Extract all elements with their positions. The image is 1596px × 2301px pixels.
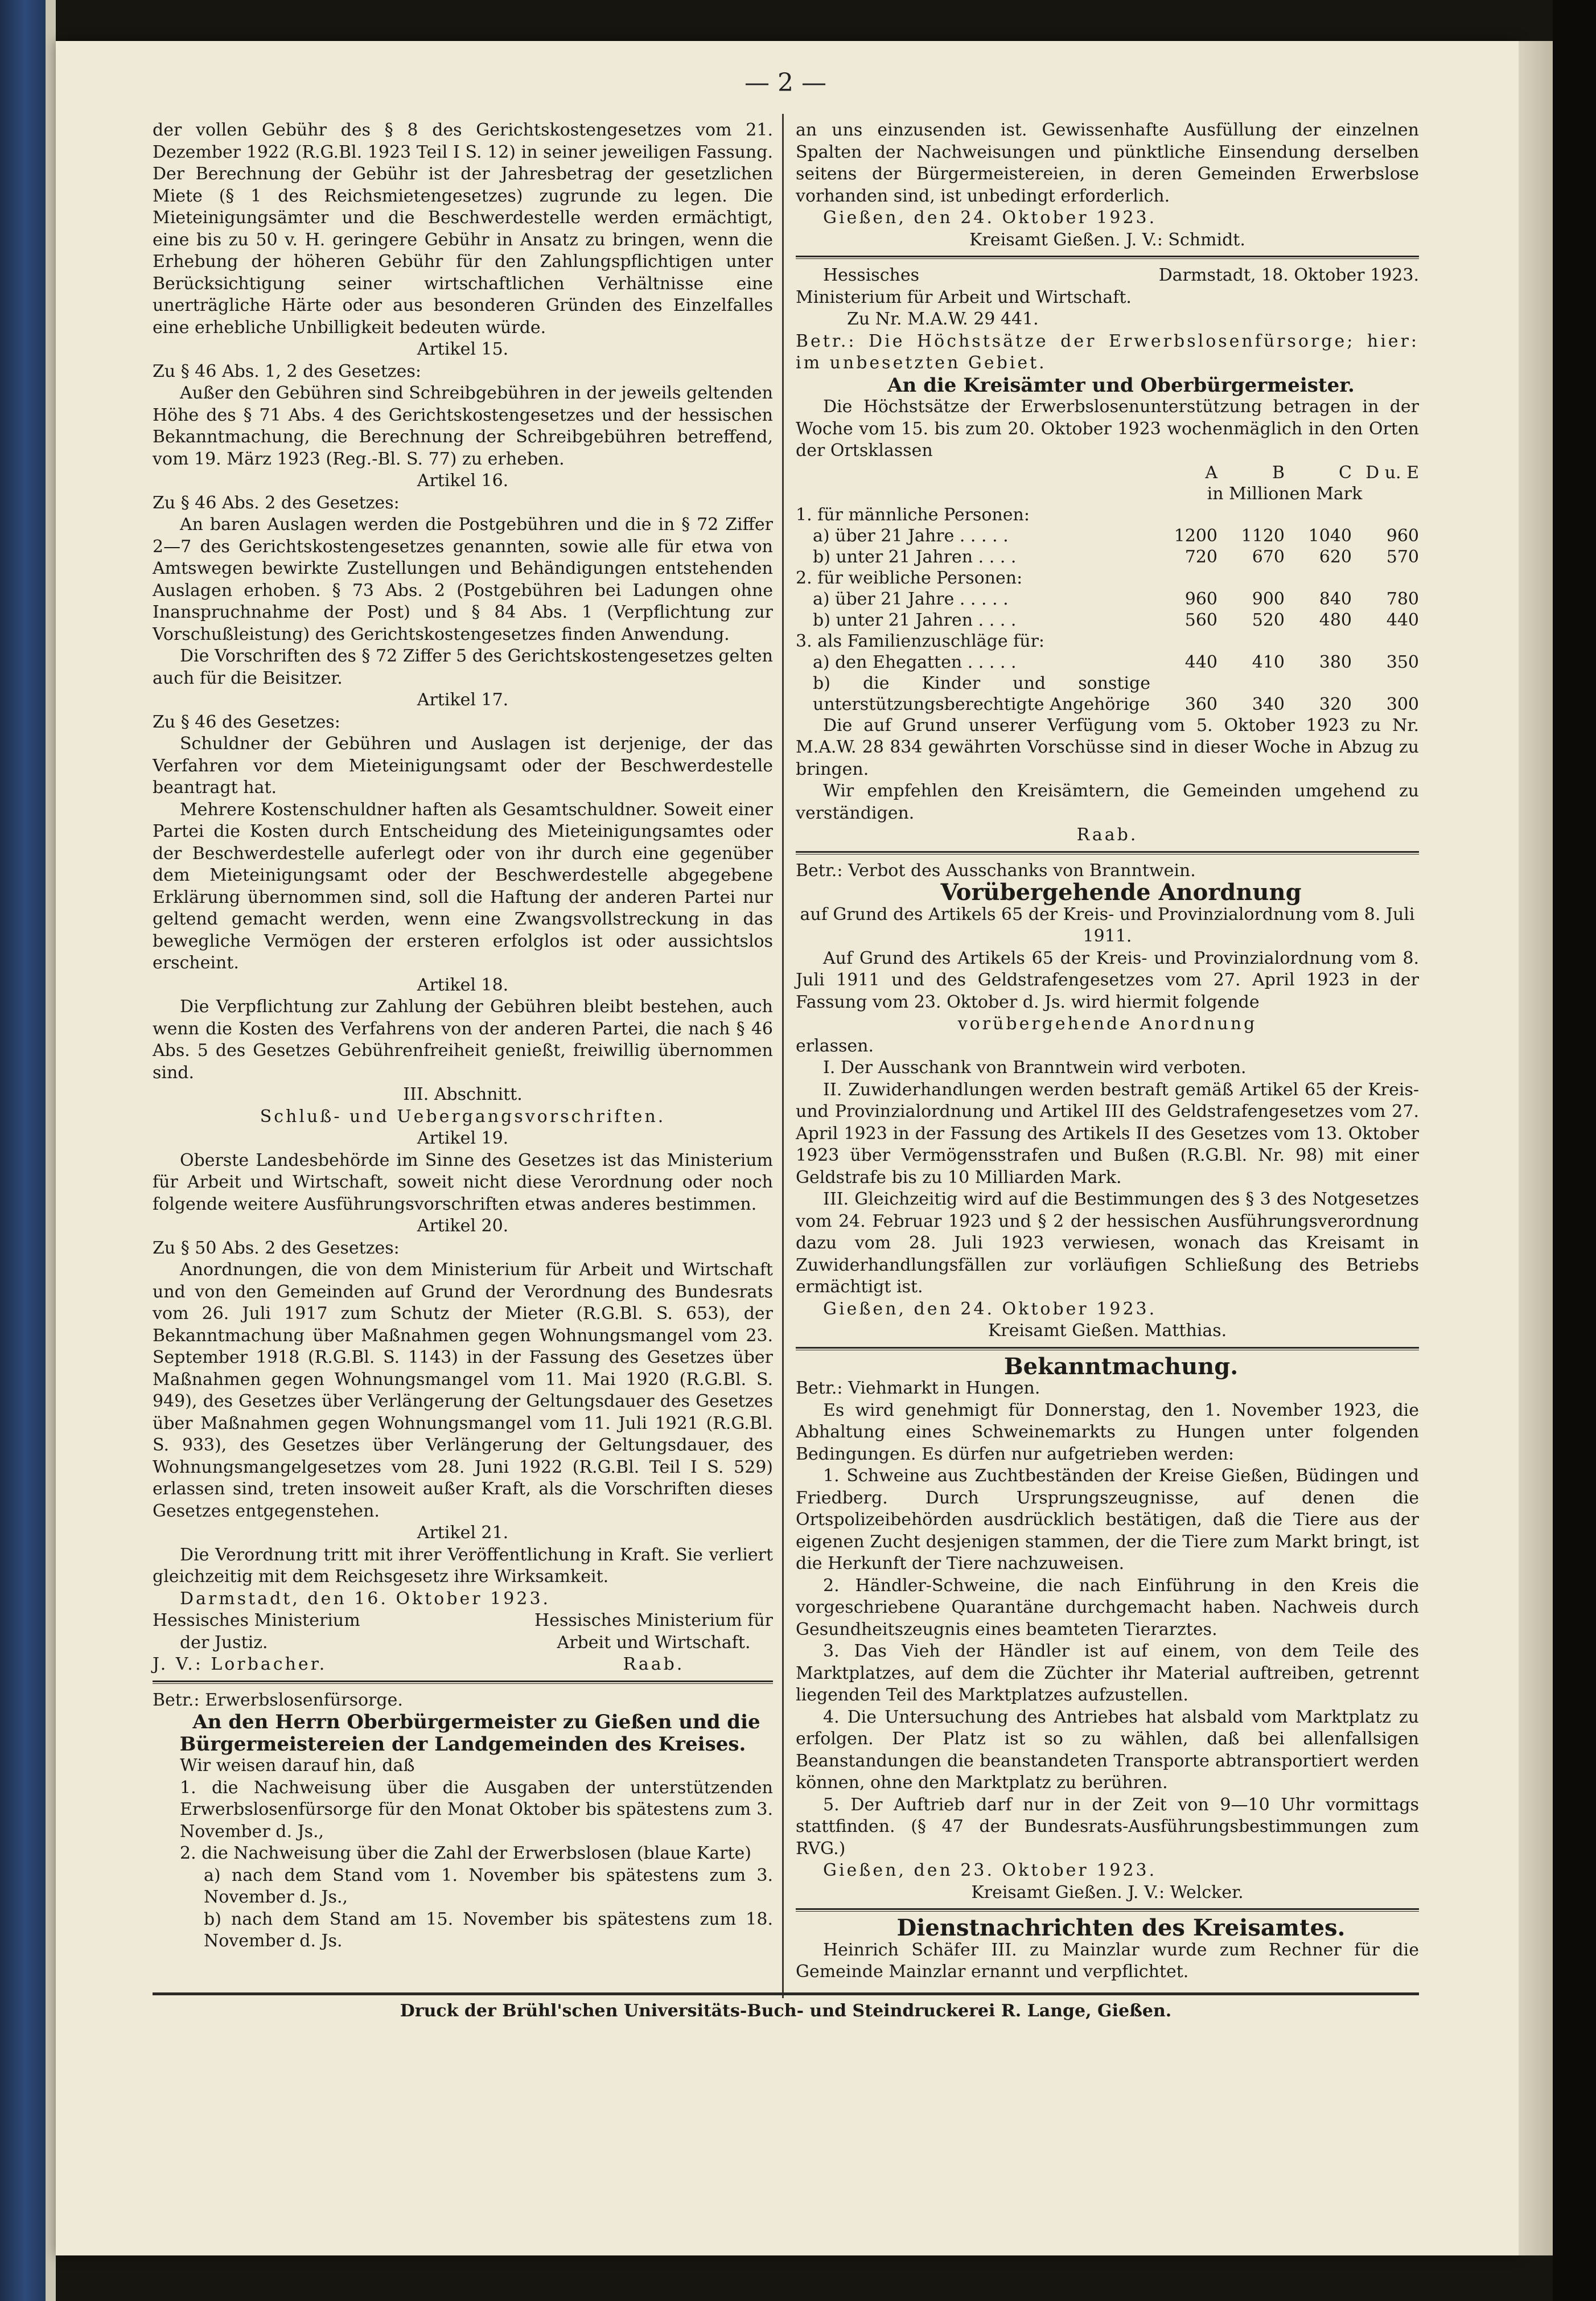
table-cell: 380	[1319, 652, 1352, 672]
paragraph: 2. Händler-Schweine, die nach Einführung in den Kreis die vorgeschriebene Quarantäne durchgemacht haben. Nachweis durch Gesundheitszeugnis eines beamteten Tierarztes.	[796, 1575, 1419, 1640]
signature-name: Raab.	[623, 1654, 685, 1674]
column-divider	[782, 114, 784, 1998]
paragraph: Die auf Grund unserer Verfügung vom 5. Oktober 1923 zu Nr. M.A.W. 28 834 gewährten Vorschüsse sind in dieser Woche in Abzug zu bringen.	[796, 715, 1419, 779]
table-cell	[1352, 504, 1419, 525]
paragraph: Die Vorschriften des § 72 Ziffer 5 des Gerichtskostengesetzes gelten auch für die Beisitzer.	[153, 646, 773, 688]
table-cell	[1217, 568, 1285, 589]
table-cell	[796, 483, 1150, 504]
paragraph: an uns einzusenden ist. Gewissenhafte Ausfüllung der einzelnen Spalten der Nachweisungen und pünktliche Einsendung derselben seitens der Bürgermeistereien, in deren Gemeinden Erwerbslose vorhanden sind, ist unbedingt erforderlich.	[796, 120, 1419, 206]
table-row-label: 2. für weibliche Personen:	[796, 568, 1023, 588]
table-header: A	[1205, 462, 1217, 483]
table-cell	[1217, 504, 1285, 525]
table-row-label: a) den Ehegatten . . . . .	[813, 652, 1017, 672]
betreff-line: Betr.: Die Höchstsätze der Erwerbslosenfürsorge; hier: im unbesetzten Gebiet.	[796, 331, 1419, 373]
signature-line: Kreisamt Gießen. J. V.: Schmidt.	[969, 229, 1245, 250]
list-item: a) nach dem Stand vom 1. November bis spätestens zum 3. November d. Js.,	[204, 1865, 773, 1907]
table-cell: 960	[1386, 525, 1419, 546]
article-heading: Artikel 20.	[417, 1216, 509, 1236]
table-header: B	[1272, 462, 1285, 483]
table-row	[796, 589, 1419, 610]
table-row	[796, 568, 1419, 589]
table-row-label: a) über 21 Jahre . . . . .	[813, 525, 1009, 546]
table-cell: 720	[1184, 547, 1217, 567]
paragraph: An baren Auslagen werden die Postgebühren und die in § 72 Ziffer 2—7 des Gerichtskostengesetzes genannten, sowie alle für etwa von Amtswegen bewirkte Zustellungen und Behändigungen entstehenden Auslagen erhoben. § 73 Abs. 2 (Postgebühren bei Ladungen ohne Inanspruchnahme der Post) und § 84 Abs. 1 (Verpflichtung zur Vorschußleistung) des Gerichtskostengesetzes finden Anwendung.	[153, 515, 773, 644]
paragraph: Wir weisen darauf hin, daß	[180, 1756, 415, 1776]
paragraph: Anordnungen, die von dem Ministerium für Arbeit und Wirtschaft und von den Gemeinden auf Grund der Verordnung des Bundesrats vom 26. Juli 1917 zum Schutz der Mieter (R.G.Bl. S. 653), der Bekanntmachung über Maßnahmen gegen Wohnungsmangel vom 23. September 1918 (R.G.Bl. S. 1143) in der Fassung des Gesetzes über Maßnahmen gegen Wohnungsmangel vom 11. Mai 1920 (R.G.Bl. S. 949), des Gesetzes über Verlängerung der Geltungsdauer des Gesetzes über Maßnahmen gegen Wohnungsmangel vom 11. Juli 1921 (R.G.Bl. S. 933), des Gesetzes über Verlängerung der Geltungsdauer, des Wohnungsmangelgesetzes vom 28. Juni 1922 (R.G.Bl. Teil I S. 529) erlassen sind, treten insoweit außer Kraft, als die Vorschriften dieses Gesetzes entgegenstehen.	[153, 1260, 773, 1521]
betreff-line: Betr.: Erwerbslosenfürsorge.	[153, 1690, 403, 1710]
table-cell: 360	[1184, 694, 1217, 714]
table-row-label: a) über 21 Jahre . . . . .	[813, 589, 1009, 609]
signature-left	[153, 1610, 360, 1676]
table-cell: 570	[1386, 547, 1419, 567]
table-row-label: b) unter 21 Jahren . . . .	[813, 610, 1017, 630]
rule	[796, 1908, 1419, 1910]
table-cell	[1285, 631, 1352, 652]
table-cell: 900	[1252, 589, 1285, 609]
rule	[153, 1680, 773, 1682]
table-cell: 350	[1386, 652, 1419, 672]
paragraph: 1. Schweine aus Zuchtbeständen der Kreise Gießen, Büdingen und Friedberg. Durch Ursprungszeugnisse, auf denen die Ortspolizeibehörden ausdrücklich bestätigen, daß die Tiere aus der eigenen Zucht desjenigen stammen, der die Tiere zum Markt bringt, ist die Herkunft der Tiere nachzuweisen.	[796, 1466, 1419, 1573]
table-row-label: b) die Kinder und sonstige unterstützungsberechtigte Angehörige	[813, 673, 1150, 714]
table-cell: 840	[1319, 589, 1352, 609]
article-heading: Artikel 16.	[417, 471, 509, 491]
notice-heading: Bekanntmachung.	[1003, 1353, 1239, 1380]
table-unit-row	[796, 483, 1419, 504]
table-cell	[1150, 504, 1217, 525]
signature-block	[153, 1610, 773, 1676]
table-cell: 520	[1252, 610, 1285, 630]
rates-body	[796, 504, 1419, 715]
page-number: — 2 —	[744, 68, 826, 97]
article-heading: Artikel 19.	[417, 1128, 509, 1148]
signature-line: Kreisamt Gießen. J. V.: Welcker.	[971, 1882, 1244, 1903]
printer-imprint: Druck der Brühl'schen Universitäts-Buch- und Steindruckerei R. Lange, Gießen.	[400, 2001, 1172, 2021]
table-row	[796, 525, 1419, 547]
paragraph: 4. Die Untersuchung des Antriebes hat alsbald vom Marktplatz zu erfolgen. Der Platz ist so zu wählen, daß bei allenfallsigen Beanstandungen die beanstandeten Transporte abtransportiert werden können, ohne den Marktplatz zu berühren.	[796, 1707, 1419, 1793]
table-cell: 340	[1252, 694, 1285, 714]
signature-right	[534, 1610, 773, 1676]
signature-line: der Justiz.	[180, 1632, 268, 1653]
notice-heading: Dienstnachrichten des Kreisamtes.	[896, 1914, 1346, 1941]
paragraph: Heinrich Schäfer III. zu Mainzlar wurde zum Rechner für die Gemeinde Mainzlar ernannt und verpflichtet.	[796, 1940, 1419, 1982]
ministry-header	[796, 265, 1419, 287]
signature-line: Hessisches Ministerium	[153, 1610, 360, 1630]
table-cell: 320	[1319, 694, 1352, 714]
notice-heading: Vorübergehende Anordnung	[940, 879, 1302, 906]
article-heading: Artikel 17.	[417, 690, 509, 710]
date-line: Gießen, den 23. Oktober 1923.	[823, 1860, 1157, 1880]
table-cell: 440	[1184, 652, 1217, 672]
table-cell: 1040	[1308, 525, 1352, 546]
rule	[796, 256, 1419, 257]
table-unit: in Millionen Mark	[1207, 483, 1363, 504]
footer-rule	[153, 1992, 1419, 1995]
paragraph: Die Verordnung tritt mit ihrer Veröffentlichung in Kraft. Sie verliert gleichzeitig mit dem Reichsgesetz ihre Wirksamkeit.	[153, 1544, 773, 1587]
article-reference: Zu § 46 des Gesetzes:	[153, 712, 340, 732]
table-row-label: 1. für männliche Personen:	[796, 504, 1030, 525]
rule	[796, 258, 1419, 259]
table-row	[796, 547, 1419, 568]
table-cell: 300	[1386, 694, 1419, 714]
table-cell: 480	[1319, 610, 1352, 630]
reference-number: Zu Nr. M.A.W. 29 441.	[847, 309, 1039, 329]
rule	[796, 851, 1419, 853]
table-cell	[1352, 568, 1419, 589]
date-line: Darmstadt, den 16. Oktober 1923.	[180, 1588, 551, 1609]
table-row-label: 3. als Familienzuschläge für:	[796, 631, 1045, 651]
notice-heading: An die Kreisämter und Oberbürgermeister.	[887, 373, 1355, 397]
book-spine	[0, 0, 46, 2301]
ministry-name: Ministerium für Arbeit und Wirtschaft.	[796, 287, 1132, 307]
signature-name: J. V.: Lorbacher.	[153, 1654, 327, 1674]
section-heading: III. Abschnitt.	[403, 1084, 523, 1104]
table-cell	[1352, 631, 1419, 652]
table-cell	[1285, 568, 1352, 589]
paragraph: Die Verpflichtung zur Zahlung der Gebühren bleibt bestehen, auch wenn die Kosten des Verfahrens von der anderen Partei, die nach § 46 Abs. 5 des Gesetzes Gebührenfreiheit genießt, freiwillig übernommen sind.	[153, 997, 773, 1083]
spine-edge	[46, 0, 56, 2301]
rule	[796, 1911, 1419, 1912]
signature-line: Kreisamt Gießen. Matthias.	[988, 1321, 1227, 1341]
table-row	[796, 504, 1419, 525]
table-header-row	[796, 462, 1419, 483]
table-cell: 440	[1386, 610, 1419, 630]
signature-name: Raab.	[1076, 825, 1138, 845]
page-fore-edge	[1519, 41, 1553, 2255]
paragraph: Wir empfehlen den Kreisämtern, die Gemeinden umgehend zu verständigen.	[796, 781, 1419, 823]
ministry-name: Hessisches	[823, 265, 919, 285]
right-column	[796, 120, 1419, 1983]
article-reference: Zu § 46 Abs. 1, 2 des Gesetzes:	[153, 361, 421, 381]
date-line: Gießen, den 24. Oktober 1923.	[823, 208, 1157, 228]
section-title: Schluß- und Uebergangsvorschriften.	[260, 1106, 666, 1127]
paragraph: Die Höchstsätze der Erwerbslosenunterstützung betragen in der Woche vom 15. bis zum 20. Oktober 1923 wochenmäglich in den Orten der Ortsklassen	[796, 397, 1419, 461]
paragraph: Es wird genehmigt für Donnerstag, den 1. November 1923, die Abhaltung eines Schweinemarkts zu Hungen unter folgenden Bedingungen. Es dürfen nur aufgetrieben werden:	[796, 1400, 1419, 1464]
table-cell: 960	[1184, 589, 1217, 609]
paragraph: II. Zuwiderhandlungen werden bestraft gemäß Artikel 65 der Kreis- und Provinzialordnung und Artikel III des Geldstrafengesetzes vom 27. April 1923 in der Fassung des Artikels II des Gesetzes vom 13. Oktober 1923 über Vermögensstrafen und Bußen (R.G.Bl. Nr. 98) mit einer Geldstrafe bis zu 10 Milliarden Mark.	[796, 1079, 1419, 1188]
table-cell	[796, 462, 1150, 483]
table-cell: 1200	[1174, 525, 1217, 546]
table-header: C	[1339, 462, 1352, 483]
paragraph: Schuldner der Gebühren und Auslagen ist derjenige, der das Verfahren vor dem Mieteinigungsamt oder der Beschwerdestelle beantragt hat.	[153, 734, 773, 798]
notice-heading: An den Herrn Oberbürgermeister zu Gießen und die Bürgermeistereien der Landgemeinden des Kreises.	[179, 1711, 760, 1756]
table-cell: 1120	[1241, 525, 1285, 546]
rule	[796, 1347, 1419, 1349]
table-cell: 620	[1319, 547, 1352, 567]
list-item: 2. die Nachweisung über die Zahl der Erwerbslosen (blaue Karte)	[180, 1843, 752, 1863]
table-cell: 560	[1184, 610, 1217, 630]
table-cell: 410	[1252, 652, 1285, 672]
signature-line: Arbeit und Wirtschaft.	[557, 1632, 751, 1653]
table-header: D u. E	[1365, 462, 1419, 483]
paragraph: Außer den Gebühren sind Schreibgebühren in der jeweils geltenden Höhe des § 71 Abs. 4 des Gerichtskostengesetzes und der hessischen Bekanntmachung, die Berechnung der Schreibgebühren betreffend, vom 19. März 1923 (Reg.-Bl. S. 77) zu erheben.	[153, 383, 773, 469]
table-row	[796, 631, 1419, 652]
paragraph: 5. Der Auftrieb darf nur in der Zeit von 9—10 Uhr vormittags stattfinden. (§ 47 der Bundesrats-Ausführungsbestimmungen zum RVG.)	[796, 1794, 1419, 1859]
list-item: b) nach dem Stand am 15. November bis spätestens zum 18. November d. Js.	[204, 1909, 773, 1951]
paragraph: erlassen.	[796, 1036, 874, 1056]
table-cell: 670	[1252, 547, 1285, 567]
paragraph-centered: vorübergehende Anordnung	[957, 1014, 1257, 1034]
betreff-line: Betr.: Verbot des Ausschanks von Branntwein.	[796, 860, 1196, 881]
signature-line: Hessisches Ministerium für	[534, 1610, 773, 1630]
table-row	[796, 652, 1419, 673]
paragraph: I. Der Ausschank von Branntwein wird verboten.	[823, 1058, 1247, 1078]
paragraph: III. Gleichzeitig wird auf die Bestimmungen des § 3 des Notgesetzes vom 24. Februar 1923 und § 2 der hessischen Ausführungsverordnung dazu vom 28. Juli 1923 verwiesen, wonach das Kreisamt in Zuwiderhandlungsfällen zur vorläufigen Schließung des Betriebs ermächtigt ist.	[796, 1189, 1419, 1297]
table-row	[796, 610, 1419, 631]
notice-subheading: auf Grund des Artikels 65 der Kreis- und Provinzialordnung vom 8. Juli 1911.	[800, 904, 1415, 946]
date-line: Gießen, den 24. Oktober 1923.	[823, 1299, 1157, 1319]
table-row	[796, 673, 1419, 715]
paragraph: der vollen Gebühr des § 8 des Gerichtskostengesetzes vom 21. Dezember 1922 (R.G.Bl. 1923 Teil I S. 12) in seiner jeweiligen Fassung. Der Berechnung der Gebühr ist der Jahresbetrag der gesetzlichen Miete (§ 1 des Reichsmietengesetzes) zugrunde zu legen. Die Mieteinigungsämter und die Beschwerdestelle werden ermächtigt, eine bis zu 50 v. H. geringere Gebühr in Ansatz zu bringen, wenn die Erhebung der höheren Gebühr für den Zahlungspflichtigen unter Berücksichtigung seiner wirtschaftlichen Verhältnisse eine unerträgliche Härte oder aus besonderen Gründen des Einzelfalles eine erhebliche Unbilligkeit bedeuten würde.	[153, 120, 773, 338]
table-cell	[1150, 631, 1217, 652]
table-cell: 780	[1386, 589, 1419, 609]
betreff-line: Betr.: Viehmarkt in Hungen.	[796, 1378, 1040, 1398]
table-cell	[1217, 631, 1285, 652]
paragraph: Oberste Landesbehörde im Sinne des Gesetzes ist das Ministerium für Arbeit und Wirtschaft, soweit nicht diese Verordnung oder noch folgende weitere Ausführungsvorschriften etwas anderes bestimmen.	[153, 1150, 773, 1214]
paragraph: Auf Grund des Artikels 65 der Kreis- und Provinzialordnung vom 8. Juli 1911 und des Geldstrafengesetzes vom 27. April 1923 in der Fassung vom 23. Oktober d. Js. wird hiermit folgende	[796, 948, 1419, 1012]
paragraph: Mehrere Kostenschuldner haften als Gesamtschuldner. Soweit einer Partei die Kosten durch Entscheidung des Mieteinigungsamtes oder der Beschwerdestelle auferlegt oder von ihr durch eine gegenüber dem Mieteinigungsamt oder der Beschwerdestelle abgegebene Erklärung übernommen sind, soll die Haftung der anderen Partei nur geltend gemacht werden, wenn eine Zwangsvollstreckung in das bewegliche Vermögen der ersteren erfolglos ist oder aussichtslos erscheint.	[153, 799, 773, 973]
printer-footer	[153, 1992, 1419, 2021]
article-heading: Artikel 18.	[417, 975, 509, 995]
article-heading: Artikel 21.	[417, 1523, 509, 1543]
date-line: Darmstadt, 18. Oktober 1923.	[1158, 265, 1419, 285]
left-column	[153, 120, 773, 1953]
table-cell	[1285, 504, 1352, 525]
list-item: 1. die Nachweisung über die Ausgaben der unterstützenden Erwerbslosenfürsorge für den Monat Oktober bis spätestens zum 3. November d. Js.,	[180, 1777, 773, 1842]
rates-table	[796, 462, 1419, 715]
article-reference: Zu § 46 Abs. 2 des Gesetzes:	[153, 492, 400, 513]
paragraph: 3. Das Vieh der Händler ist auf einem, von dem Teile des Marktplatzes, auf dem die Züchter ihr Material auftreiben, getrennt liegenden Teil des Marktplatzes aufzustellen.	[796, 1641, 1419, 1705]
article-reference: Zu § 50 Abs. 2 des Gesetzes:	[153, 1238, 400, 1258]
rule	[153, 1683, 773, 1684]
background-dark	[1553, 0, 1596, 2301]
article-heading: Artikel 15.	[417, 339, 509, 359]
table-cell	[1150, 568, 1217, 589]
table-row-label: b) unter 21 Jahren . . . .	[813, 547, 1017, 567]
